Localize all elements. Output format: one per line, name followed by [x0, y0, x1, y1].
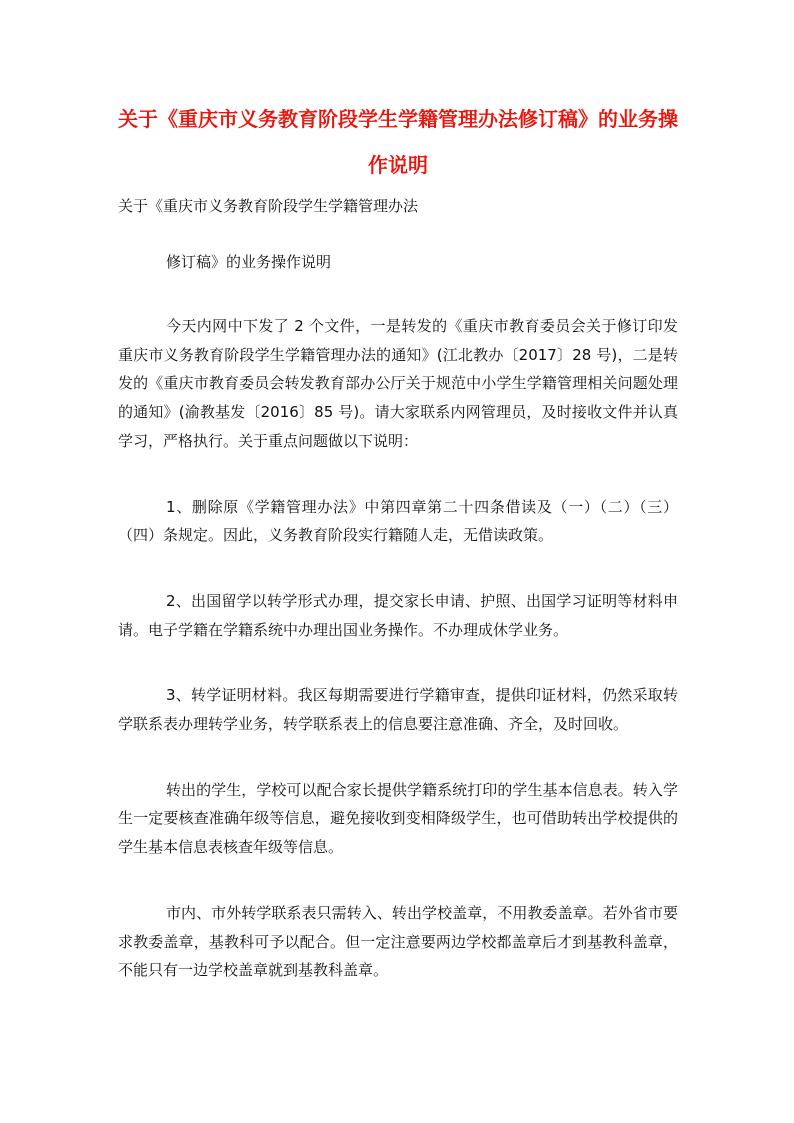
document-page — [118, 96, 678, 985]
document-title: 关于《重庆市义务教育阶段学生学籍管理办法修订稿》的业务操作说明 — [118, 107, 678, 177]
subheading-line-1: 关于《重庆市义务教育阶段学生学籍管理办法 — [118, 197, 419, 215]
paragraph-item-2: 2、出国留学以转学形式办理，提交家长申请、护照、出国学习证明等材料申请。电子学籍在学籍系统中办理出国业务操作。不办理成休学业务。 — [118, 591, 678, 639]
paragraph-item-3: 3、转学证明材料。我区每期需要进行学籍审查，提供印证材料，仍然采取转学联系表办理转学业务，转学联系表上的信息要注意准确、齐全，及时回收。 — [118, 686, 678, 734]
paragraph-intro: 今天内网中下发了 2 个文件，一是转发的《重庆市教育委员会关于修订印发重庆市义务教育阶段学生学籍管理办法的通知》(江北教办〔2017〕28 号)，二是转发的《重庆市教育委员会转发教育部办公厅关于规范中小学生学籍管理相关问题处理的通知》(渝教基发〔2016〕85 号)。请大家联系内网管理员，及时接收文件并认真学习，严格执行。关于重点问题做以下说明： — [118, 317, 678, 450]
paragraph-item-1: 1、删除原《学籍管理办法》中第四章第二十四条借读及（一）（二）（三）（四）条规定。因此，义务教育阶段实行籍随人走，无借读政策。 — [118, 497, 678, 545]
paragraph-transfer-out: 转出的学生，学校可以配合家长提供学籍系统打印的学生基本信息表。转入学生一定要核查准确年级等信息，避免接收到变相降级学生，也可借助转出学校提供的学生基本信息表核查年级等信息。 — [118, 780, 678, 857]
subheading-line-2: 修订稿》的业务操作说明 — [166, 253, 332, 271]
paragraph-transfer-stamp: 市内、市外转学联系表只需转入、转出学校盖章，不用教委盖章。若外省市要求教委盖章，基教科可予以配合。但一定注意要两边学校都盖章后才到基教科盖章，不能只有一边学校盖章就到基教科盖章。 — [118, 903, 678, 980]
